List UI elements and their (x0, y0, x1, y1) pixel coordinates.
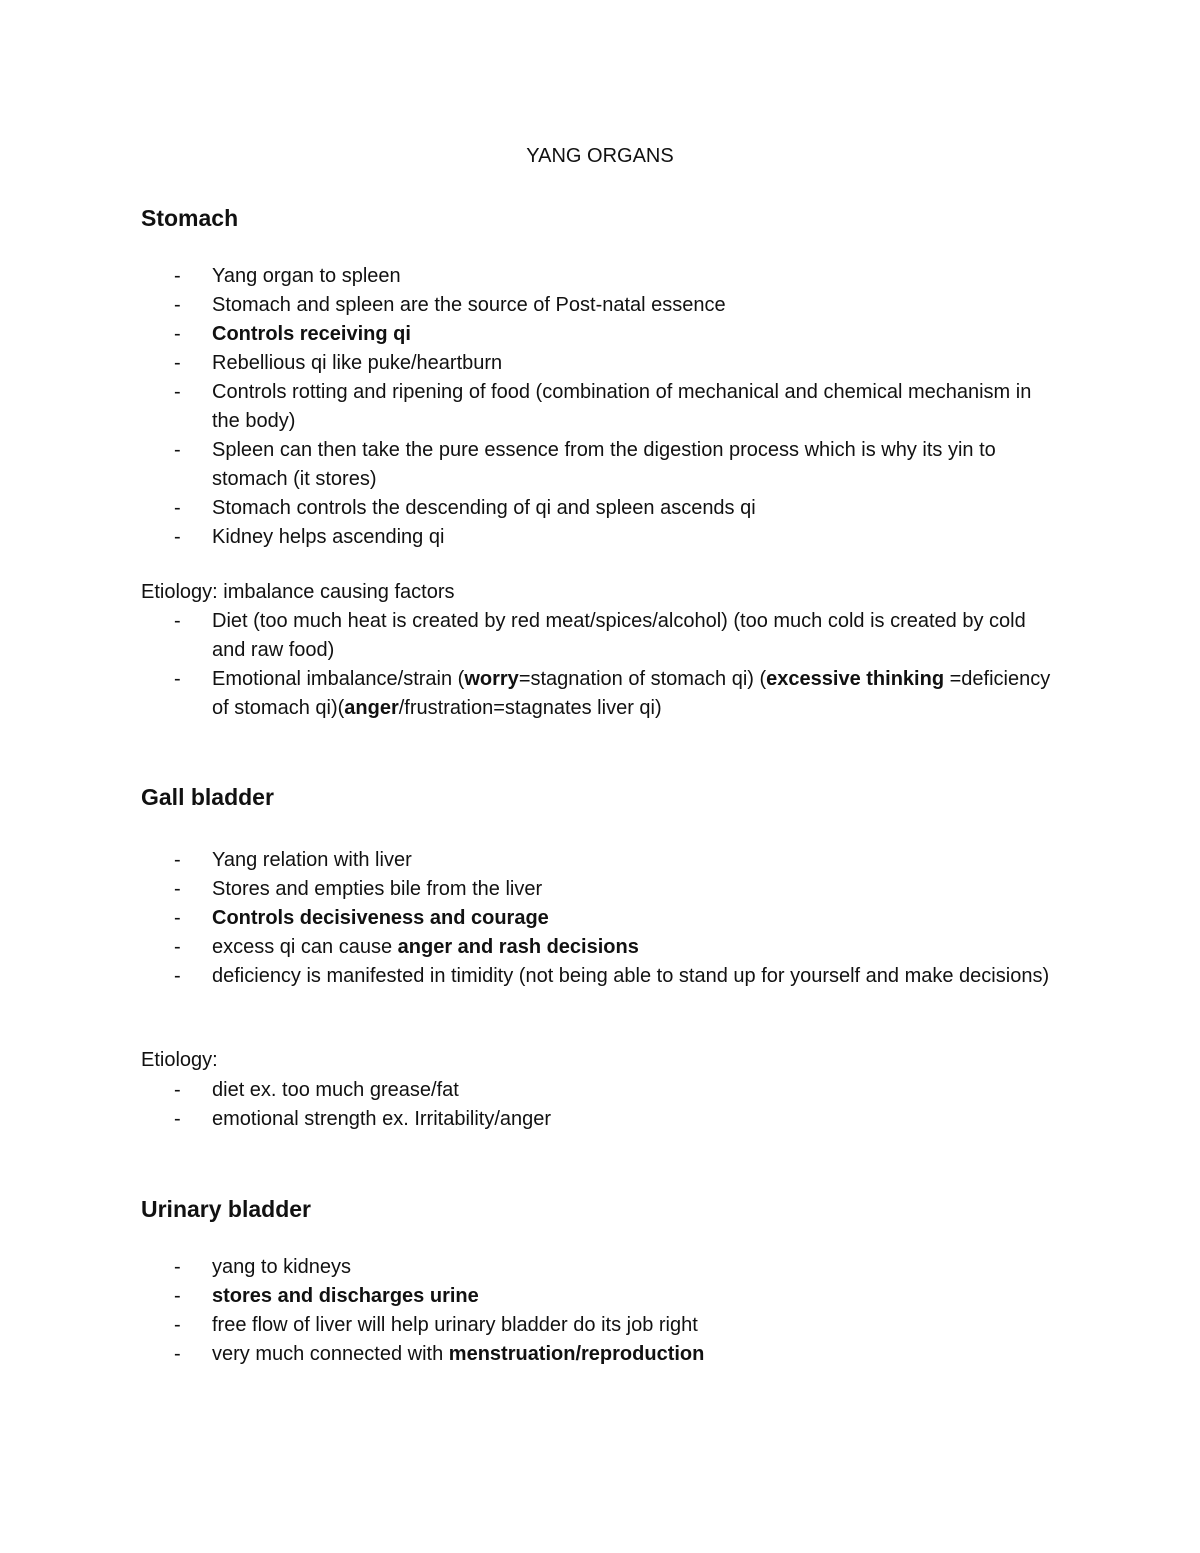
bold-text: stores and discharges urine (212, 1285, 479, 1307)
gall-bladder-etiology-list (0, 1076, 1200, 1134)
bullet-dash: - (174, 265, 181, 287)
list-item (0, 1340, 1200, 1369)
item-text: =stagnation of stomach qi) ( (518, 668, 767, 690)
item-text: very much connected with (212, 1343, 449, 1365)
list-item (0, 1105, 1200, 1134)
list-item (0, 1076, 1200, 1105)
item-text: Controls rotting and ripening of food (combination of mechanical and chemical mechanism in the body) (212, 381, 1032, 432)
list-item (0, 933, 1200, 962)
item-text: Stomach controls the descending of qi and spleen ascends qi (212, 497, 756, 519)
list-item (0, 875, 1200, 904)
section-heading-gall-bladder: Gall bladder (141, 784, 274, 810)
bullet-dash: - (174, 497, 181, 519)
stomach-etiology-list (0, 607, 1200, 723)
page-title: YANG ORGANS (526, 145, 674, 167)
list-item (0, 846, 1200, 875)
bullet-dash: - (174, 1079, 181, 1101)
gall-bladder-bullet-list (0, 846, 1200, 991)
bullet-dash: - (174, 294, 181, 316)
stomach-etiology-label: Etiology: imbalance causing factors (141, 581, 455, 603)
list-item (0, 262, 1200, 291)
gall-bladder-etiology-label: Etiology: (141, 1049, 218, 1071)
section-heading-urinary-bladder: Urinary bladder (141, 1196, 311, 1222)
bullet-dash: - (174, 965, 181, 987)
item-text: =deficiency of stomach qi)( (212, 668, 1051, 719)
item-text: /frustration=stagnates liver qi) (398, 697, 662, 719)
item-text: Rebellious qi like puke/heartburn (212, 352, 503, 374)
bullet-dash: - (174, 610, 181, 632)
item-text: Spleen can then take the pure essence from the digestion process which is why its yin to stomach (it stores) (212, 439, 996, 490)
bullet-dash: - (174, 1343, 181, 1365)
stomach-bullet-list (0, 262, 1200, 552)
item-text: Yang organ to spleen (212, 265, 401, 287)
list-item (0, 1253, 1200, 1282)
list-item (0, 962, 1200, 991)
list-item (0, 494, 1200, 523)
list-item (0, 523, 1200, 552)
bold-text: excessive thinking (766, 668, 945, 690)
item-text: Stomach and spleen are the source of Post-natal essence (212, 294, 726, 316)
bold-text: worry (464, 668, 519, 690)
bullet-dash: - (174, 439, 181, 461)
item-text: Kidney helps ascending qi (212, 526, 445, 548)
bold-text: anger (344, 697, 399, 719)
bullet-dash: - (174, 352, 181, 374)
bullet-dash: - (174, 936, 181, 958)
item-text: yang to kidneys (212, 1256, 351, 1278)
list-item (0, 349, 1200, 378)
item-text: Emotional imbalance/strain ( (212, 668, 465, 690)
item-text: Yang relation with liver (212, 849, 412, 871)
urinary-bladder-bullet-list (0, 1253, 1200, 1369)
item-text: excess qi can cause (212, 936, 398, 958)
bullet-dash: - (174, 1256, 181, 1278)
bullet-dash: - (174, 907, 181, 929)
list-item (0, 904, 1200, 933)
bullet-dash: - (174, 323, 181, 345)
list-item (0, 1282, 1200, 1311)
list-item (0, 320, 1200, 349)
list-item (0, 607, 1200, 665)
item-text: free flow of liver will help urinary bladder do its job right (212, 1314, 698, 1336)
bold-text: menstruation/reproduction (448, 1343, 705, 1365)
list-item (0, 665, 1200, 723)
bullet-dash: - (174, 878, 181, 900)
list-item (0, 378, 1200, 436)
bullet-dash: - (174, 1285, 181, 1307)
list-item (0, 1311, 1200, 1340)
list-item (0, 291, 1200, 320)
bullet-dash: - (174, 1314, 181, 1336)
bullet-dash: - (174, 849, 181, 871)
list-item (0, 436, 1200, 494)
item-text: Stores and empties bile from the liver (212, 878, 543, 900)
section-heading-stomach: Stomach (141, 205, 239, 231)
item-text: deficiency is manifested in timidity (not being able to stand up for yourself and make decisions) (212, 965, 1050, 987)
bold-text: anger and rash decisions (397, 936, 639, 958)
bullet-dash: - (174, 381, 181, 403)
item-text: diet ex. too much grease/fat (212, 1079, 459, 1101)
bold-text: Controls decisiveness and courage (212, 907, 549, 929)
bold-text: Controls receiving qi (212, 323, 411, 345)
item-text: emotional strength ex. Irritability/anger (212, 1108, 552, 1130)
bullet-dash: - (174, 668, 181, 690)
bullet-dash: - (174, 1108, 181, 1130)
bullet-dash: - (174, 526, 181, 548)
item-text: Diet (too much heat is created by red meat/spices/alcohol) (too much cold is created by cold and raw food) (212, 610, 1026, 661)
